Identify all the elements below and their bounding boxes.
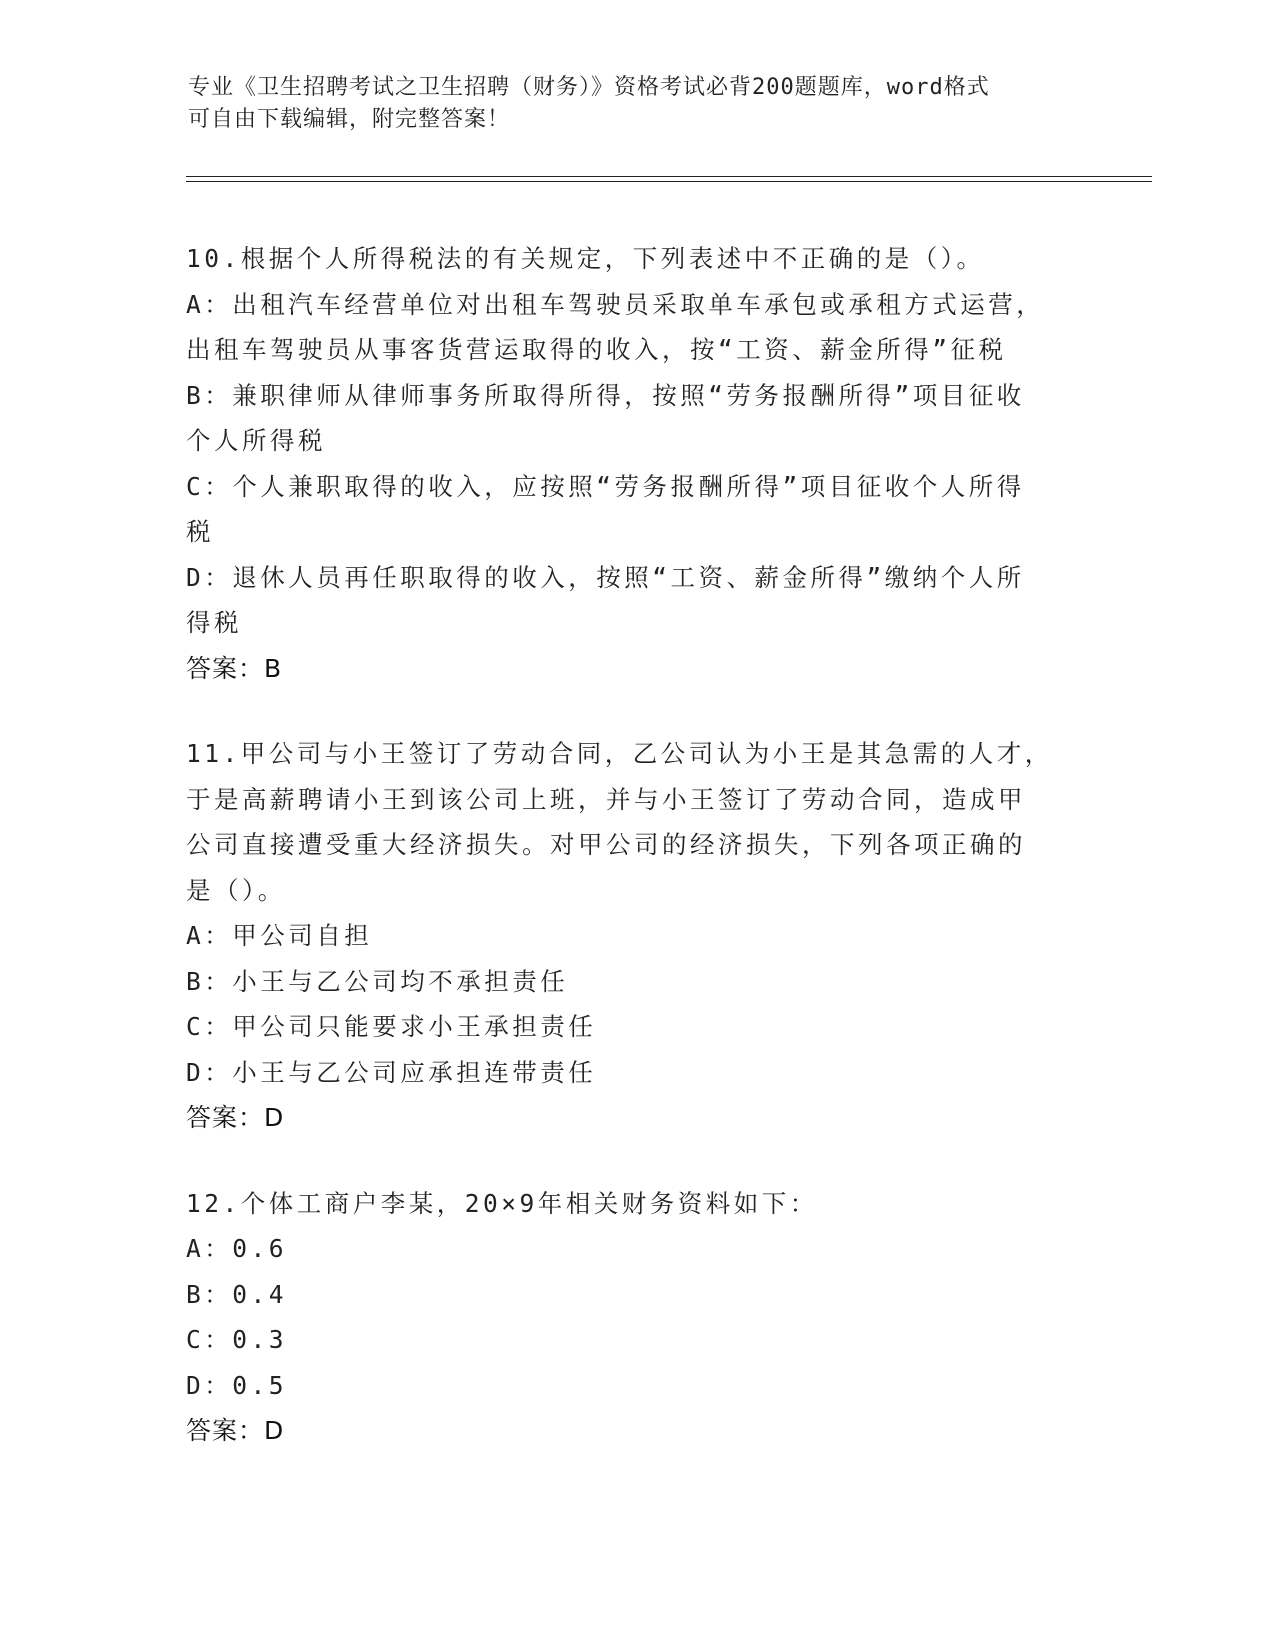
- question-12: [186, 1181, 1086, 1454]
- question-stem-line: 于是高薪聘请小王到该公司上班，并与小王签订了劳动合同，造成甲: [186, 784, 1026, 814]
- answer-line: 答案：D: [186, 1416, 285, 1445]
- header-line-1: 专业《卫生招聘考试之卫生招聘（财务）》资格考试必背200题题库，word格式: [188, 75, 990, 100]
- option-line: C：个人兼职取得的收入，应按照“劳务报酬所得”项目征收个人所得: [186, 471, 1025, 501]
- option-d: [186, 555, 1086, 646]
- option-d: D：0.5: [186, 1370, 288, 1400]
- option-b: B：0.4: [186, 1279, 288, 1309]
- option-a: [186, 282, 1086, 373]
- question-stem-line: 11.甲公司与小王签订了劳动合同，乙公司认为小王是其急需的人才，: [186, 739, 1053, 768]
- option-c: C：0.3: [186, 1325, 288, 1354]
- header-rule-top: [186, 176, 1152, 177]
- option-a: A：0.6: [186, 1234, 288, 1263]
- question-10: [186, 236, 1086, 691]
- option-line: 税: [186, 517, 214, 546]
- question-stem-line: 10.根据个人所得税法的有关规定，下列表述中不正确的是（）。: [186, 244, 985, 273]
- option-c: [186, 464, 1086, 555]
- option-line: 个人所得税: [186, 426, 326, 455]
- question-stem-line: 12.个体工商户李某，20×9年相关财务资料如下：: [186, 1188, 818, 1218]
- option-a: A：甲公司自担: [186, 921, 373, 950]
- answer-line: 答案：D: [186, 1103, 285, 1132]
- answer-line: 答案：B: [186, 653, 283, 683]
- option-line: B：兼职律师从律师事务所取得所得，按照“劳务报酬所得”项目征收: [186, 380, 1025, 410]
- header-line-2: 可自由下载编辑，附完整答案！: [188, 107, 511, 132]
- question-11: [186, 731, 1086, 1141]
- option-b: [186, 373, 1086, 464]
- question-stem-line: 公司直接遭受重大经济损失。对甲公司的经济损失，下列各项正确的: [186, 830, 1026, 859]
- document-header: [188, 72, 1068, 136]
- option-d: D：小王与乙公司应承担连带责任: [186, 1057, 597, 1087]
- question-list: [186, 236, 1086, 1494]
- option-b: B：小王与乙公司均不承担责任: [186, 966, 569, 996]
- option-line: A：出租汽车经营单位对出租车驾驶员采取单车承包或承租方式运营，: [186, 289, 1045, 319]
- option-line: D：退休人员再任职取得的收入，按照“工资、薪金所得”缴纳个人所: [186, 562, 1025, 592]
- header-rule-bottom: [186, 181, 1152, 182]
- option-c: C：甲公司只能要求小王承担责任: [186, 1012, 597, 1041]
- question-stem-line: 是（）。: [186, 875, 286, 905]
- option-line: 得税: [186, 608, 242, 637]
- option-line: 出租车驾驶员从事客货营运取得的收入，按“工资、薪金所得”征税: [186, 335, 1007, 364]
